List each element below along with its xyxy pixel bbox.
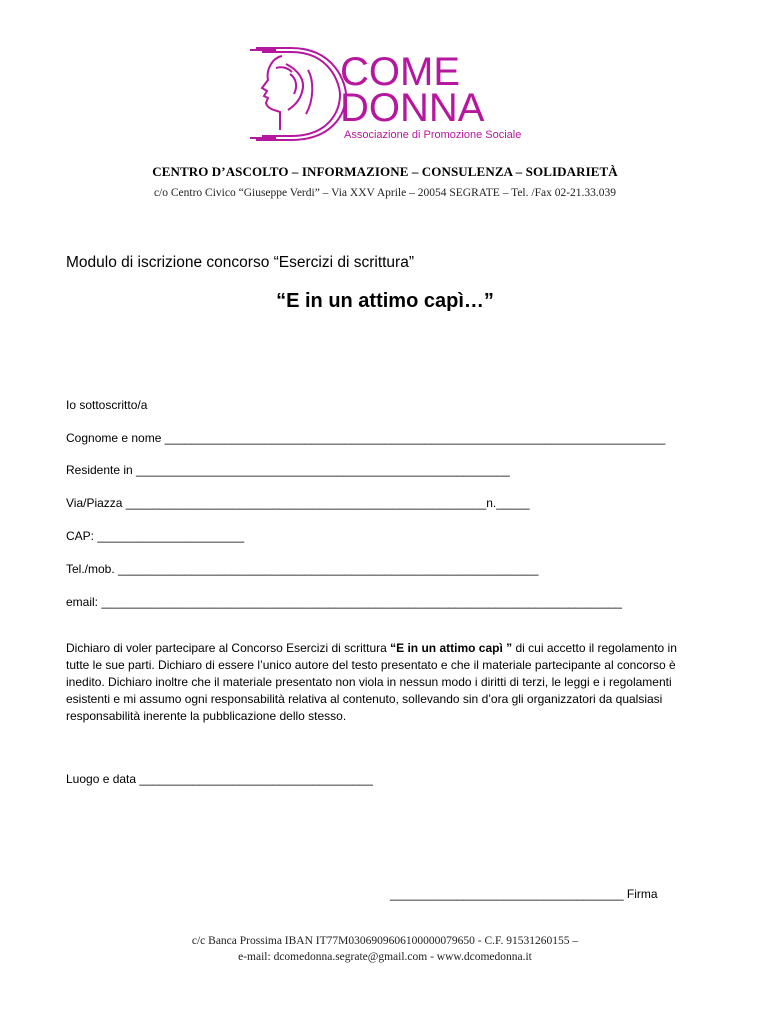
street-field[interactable]: Via/Piazza ______________________________________________________n._____ [66, 496, 530, 510]
email-field[interactable]: email: ______________________________________________________________________________ [66, 595, 622, 609]
logo-text-donna: DONNA [340, 86, 485, 130]
declaration-part2: di cui accetto il regolamento in tutte le sue parti. Dichiaro di essere l’unico autore del testo presentato e che il materiale partecipante al concorso è inedito. Dichiaro inoltre che il materiale presentato non viola in nessun modo i diritti di terzi, le leggi e i regolamenti esistenti e mi assumo ogni responsabilità relativa al contenuto, sollevando sin d’ora gli organizzatori da qualsiasi responsabilità inerente la pubblicazione dello stesso. [66, 641, 677, 723]
header-title: CENTRO D’ASCOLTO – INFORMAZIONE – CONSULENZA – SOLIDARIETÀ [152, 164, 618, 179]
declaration-text [66, 640, 696, 725]
contest-title: “E in un attimo capì…” [276, 290, 494, 312]
logo [236, 40, 536, 145]
surname-name-field[interactable]: Cognome e nome ___________________________________________________________________________ [66, 431, 666, 445]
place-date-field[interactable]: Luogo e data ___________________________________ [66, 772, 373, 786]
footer-bank-info: c/c Banca Prossima IBAN IT77M0306909606100000079650 - C.F. 91531260155 – [191, 935, 579, 947]
declaration-part1: Dichiaro di voler partecipare al Concorso Esercizi di scrittura [66, 641, 391, 655]
cap-field[interactable]: CAP: ______________________ [66, 529, 245, 543]
undersigned-label: Io sottoscritto/a [66, 398, 148, 412]
declaration-contest-name: “E in un attimo capì ” [390, 641, 513, 655]
logo-subtitle: Associazione di Promozione Sociale [344, 129, 522, 141]
residence-field[interactable]: Residente in ________________________________________________________ [66, 463, 510, 477]
logo-text-come: COME [340, 50, 460, 94]
header-address: c/o Centro Civico “Giuseppe Verdi” – Via XXV Aprile – 20054 SEGRATE – Tel. /Fax 02-21.33.039 [153, 187, 617, 199]
footer-contacts: e-mail: dcomedonna.segrate@gmail.com - www.dcomedonna.it [238, 951, 532, 963]
phone-field[interactable]: Tel./mob. _______________________________________________________________ [66, 562, 539, 576]
form-heading: Modulo di iscrizione concorso “Esercizi di scrittura” [66, 254, 415, 271]
signature-field[interactable]: ___________________________________ Firma [390, 887, 658, 901]
